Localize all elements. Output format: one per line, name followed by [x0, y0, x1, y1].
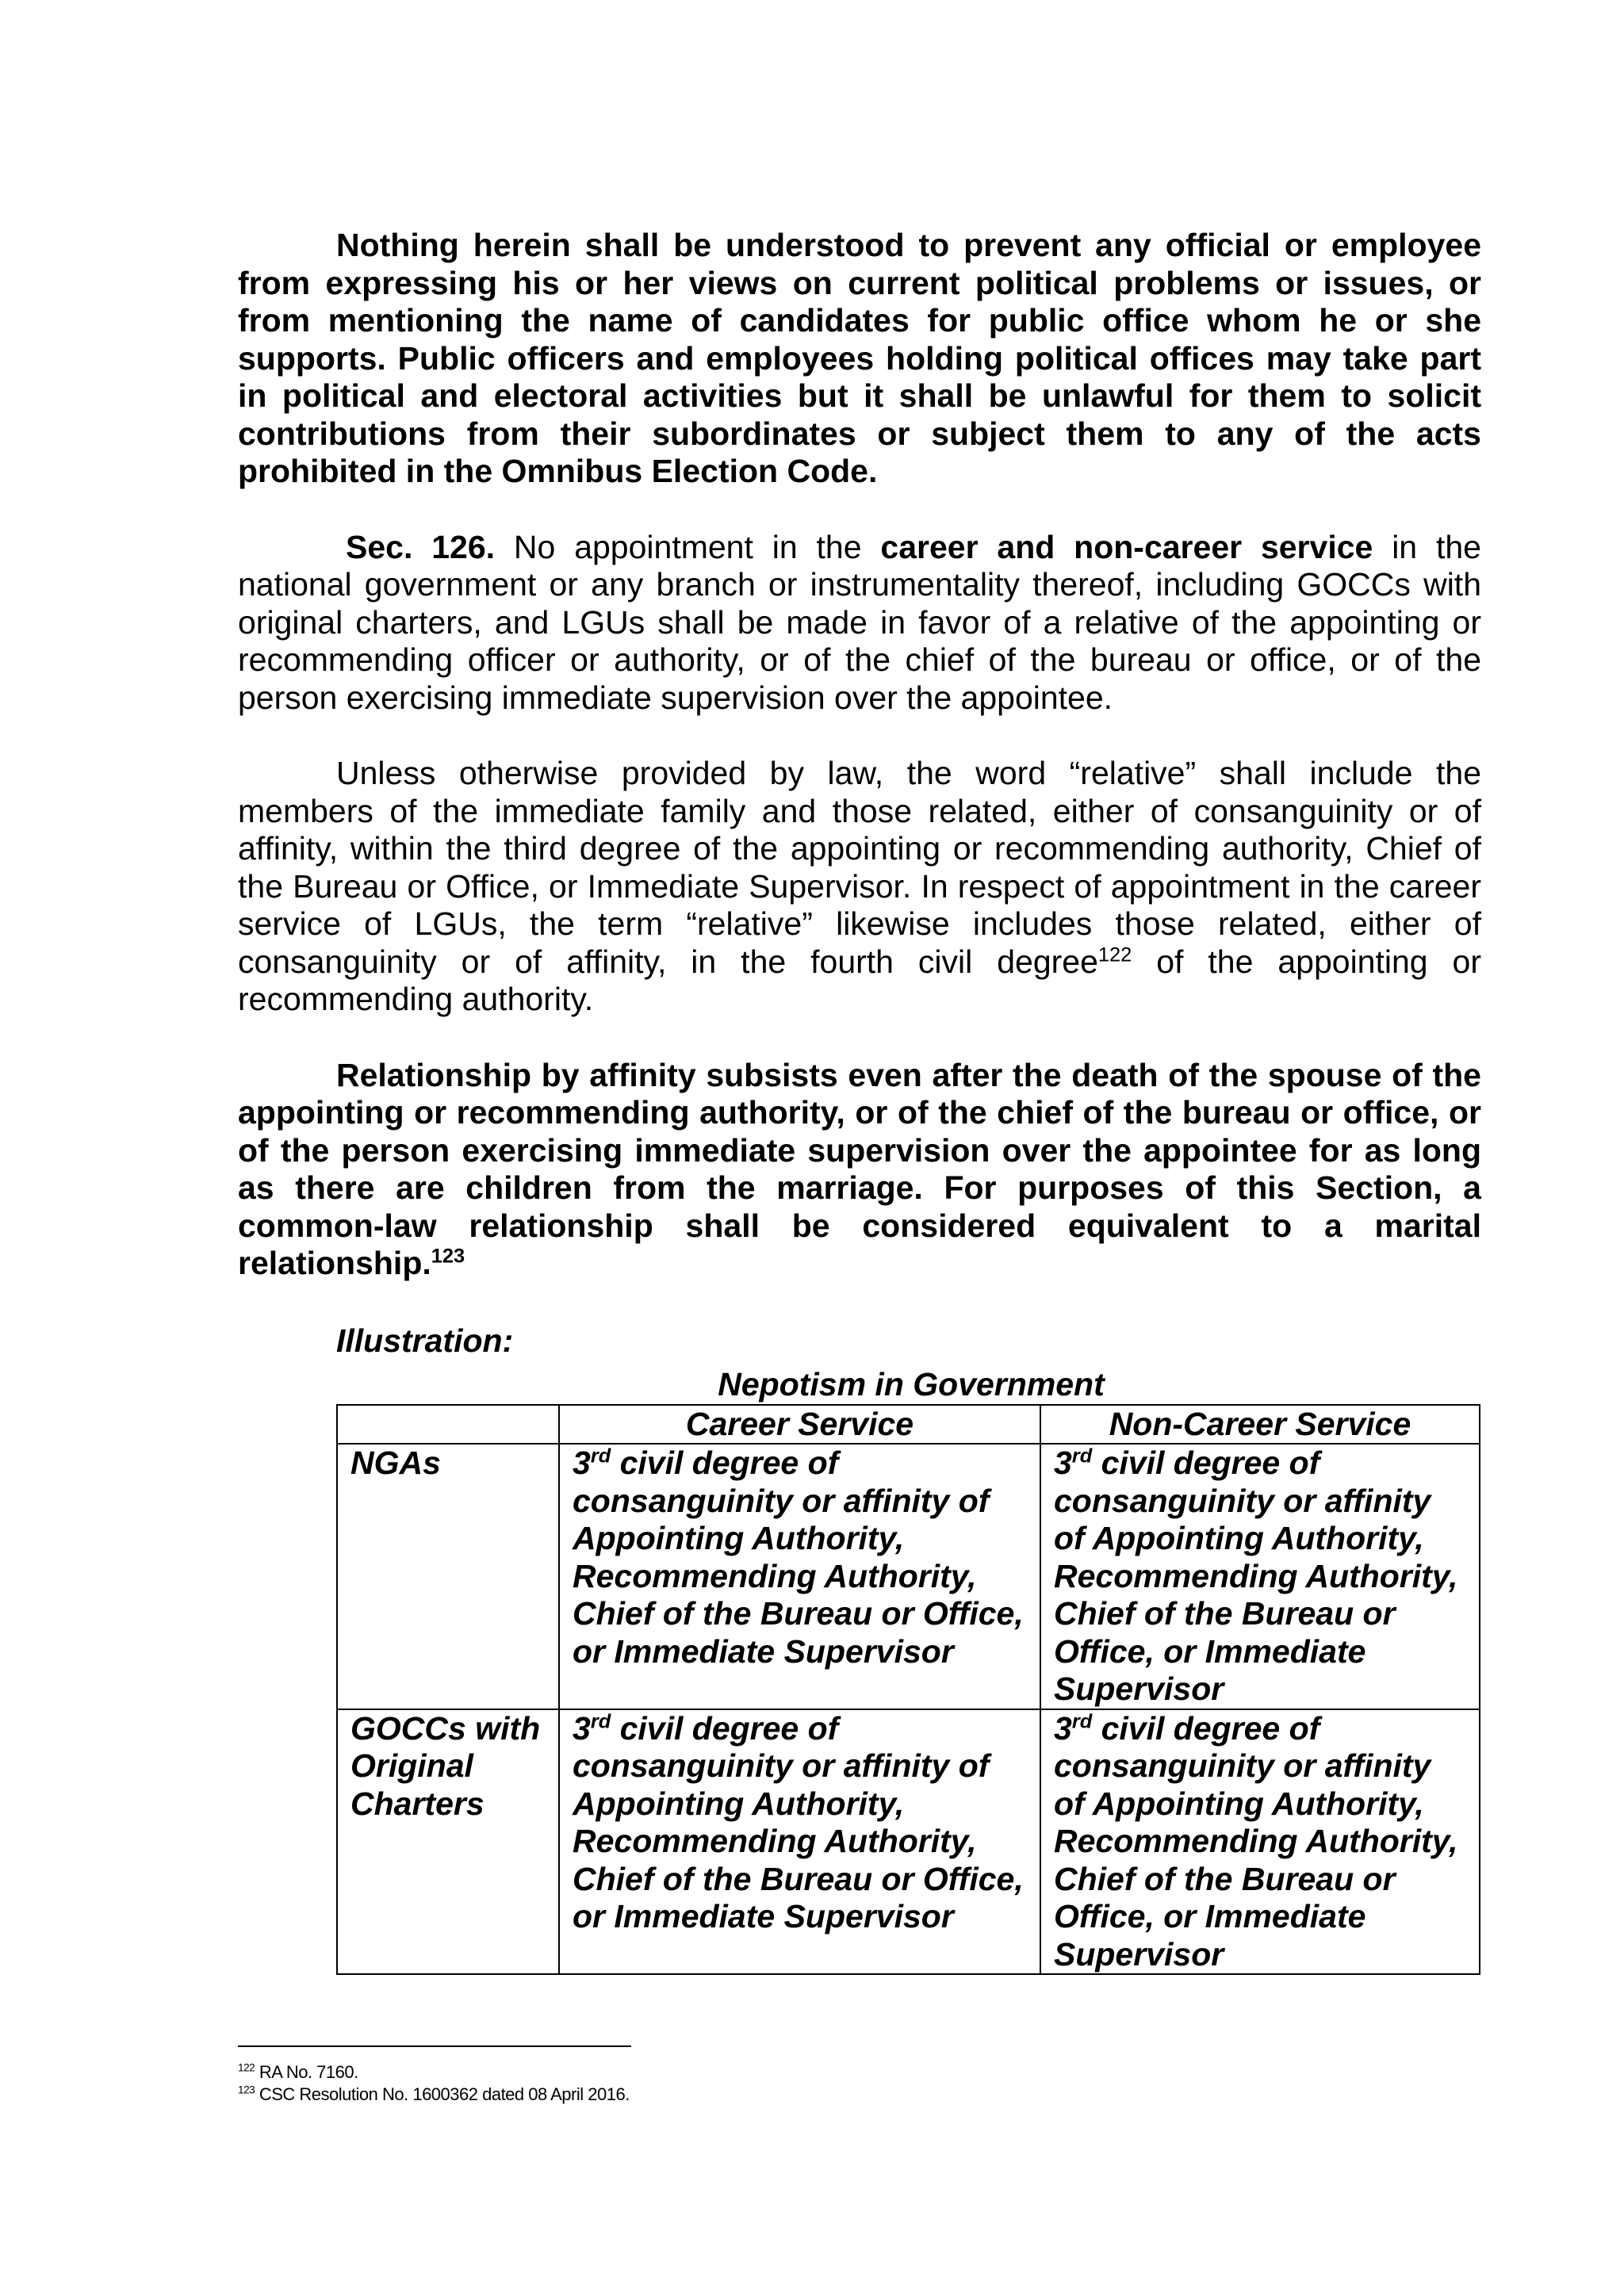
header-blank — [337, 1405, 559, 1445]
table-header-row — [337, 1405, 1480, 1445]
noncareer-cell: 3rd civil degree of consanguinity or affinity of Appointing Authority, Recommending Authority, Chief of the Bureau or Office, or Immediate Supervisor — [1040, 1709, 1480, 1975]
section-label: Sec. 126. — [346, 528, 496, 565]
footnote-ref-123: 123 — [431, 1245, 465, 1268]
affinity-text: Relationship by affinity subsists even after the death of the spouse of the appointing or recommending authority, or of the chief of the bureau or office, or of the person exercising immediate supervision over the appointee for as long as there are children from the marriage. For purposes of this Section, a common-law relationship shall be considered equivalent to a marital relationship. — [238, 1056, 1481, 1281]
sec-126-emphasis: career and non-career service — [880, 528, 1373, 565]
paragraph-sec-126 — [238, 529, 1481, 718]
footnote-ref-122: 122 — [1097, 943, 1132, 966]
paragraph-political-views: Nothing herein shall be understood to prevent any official or employee from expressing his or her views on current political problems or issues, or from mentioning the name of candidates for public office whom he or she supports. Public officers and employees holding political offices may take part in political and electoral activities but it shall be unlawful for them to solicit contributions from their subordinates or subject them to any of the acts prohibited in the Omnibus Election Code. — [238, 227, 1481, 489]
paragraph-relative-definition — [238, 755, 1481, 1019]
relative-definition-text-end: of the appointing or recommending authority. — [238, 943, 1481, 1017]
relative-definition-text: Unless otherwise provided by law, the word “relative” shall include the members of the immediate family and those related, either of consanguinity or of affinity, within the third degree of the appointing or recommending authority, Chief of the Bureau or Office, or Immediate Supervisor. In respect of appointment in the career service of LGUs, the term “relative” likewise includes those related, either of consanguinity or of affinity, in the fourth civil degree — [238, 755, 1481, 980]
footnote-123: $^{123}$ CSC Resolution No. 1600362 dated 08 April 2016. — [238, 2084, 630, 2104]
noncareer-cell: 3rd civil degree of consanguinity or affinity of Appointing Authority, Recommending Authority, Chief of the Bureau or Office, or Immediate Supervisor — [1040, 1444, 1480, 1709]
table-row — [337, 1709, 1480, 1975]
header-non-career-service: Non-Career Service — [1040, 1405, 1480, 1445]
footnote-122: $^{122}$ RA No. 7160. — [238, 2061, 358, 2082]
sec-126-text-end: in the national government or any branch or instrumentality thereof, including GOCCs with original charters, and LGUs shall be made in favor of a relative of the appointing or recommending officer or authority, or of the chief of the bureau or office, or of the person exercising immediate supervision over the appointee. — [238, 528, 1481, 716]
entity-cell: GOCCs with Original Charters — [337, 1709, 559, 1975]
illustration-label: Illustration: — [336, 1322, 514, 1359]
sec-126-text-start: No appointment in the — [513, 528, 862, 565]
entity-cell: NGAs — [337, 1444, 559, 1709]
table-title: Nepotism in Government — [718, 1366, 1105, 1402]
nepotism-table — [336, 1404, 1480, 1976]
paragraph-affinity — [238, 1057, 1481, 1283]
document-body — [238, 227, 1481, 1975]
header-career-service: Career Service — [559, 1405, 1040, 1445]
career-cell: 3rd civil degree of consanguinity or affinity of Appointing Authority, Recommending Authority, Chief of the Bureau or Office, or Immediate Supervisor — [559, 1444, 1040, 1709]
footnote-divider — [238, 2045, 631, 2047]
table-row — [337, 1444, 1480, 1709]
career-cell: 3rd civil degree of consanguinity or affinity of Appointing Authority, Recommending Authority, Chief of the Bureau or Office, or Immediate Supervisor — [559, 1709, 1040, 1975]
footnotes — [238, 2045, 714, 2106]
